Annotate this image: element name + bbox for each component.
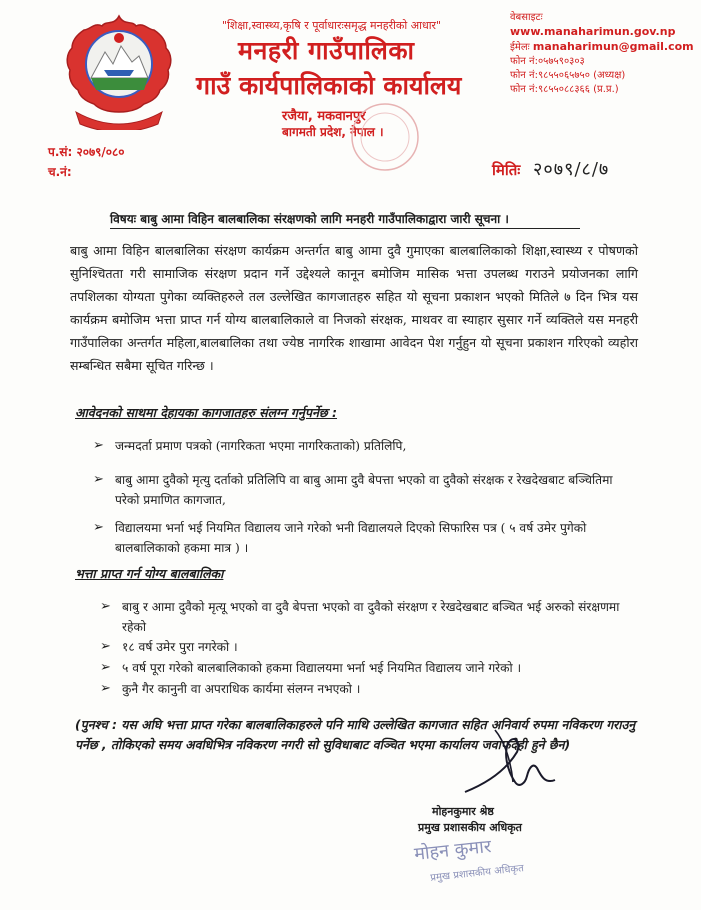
eligibility-item-3: ५ वर्ष पूरा गरेको बालबालिकाको हकमा विद्यालयमा भर्ना भई नियमित विद्यालय जाने गरेको ।	[122, 661, 522, 675]
document-item-3: विद्यालयमा भर्ना भई नियमित विद्यालय जाने गरेको भनी विद्यालयले दिएको सिफारिस पत्र ( ५ वर्ष उमेर पुगेको बालबालिकाको हकमा मात्र ) ।	[115, 521, 587, 555]
phone-2: फोन नं:९८५५०६५७५० (अध्यक्ष)	[510, 70, 626, 81]
motto: "शिक्षा,स्वास्थ्य,कृषि र पूर्वाधारःसमृद्ध मनहरीको आधार"	[222, 19, 442, 32]
list-item	[93, 470, 633, 510]
eligibility-item-4: कुनै गैर कानुनी वा अपराधिक कार्यमा संलग्न नभएको ।	[122, 682, 361, 696]
website-row	[510, 11, 701, 40]
date-label: मितिः	[492, 161, 521, 179]
signatory-name: मोहनकुमार श्रेष्ठ	[432, 805, 494, 818]
dispatch-number: च.नं:	[48, 165, 72, 179]
reference-number: प.सं: २०७९/०८०	[48, 145, 125, 159]
documents-heading: आवेदनको साथमा देहायका कागजातहरु संलग्न गर्नुपर्नेछ :	[75, 405, 338, 420]
arrow-bullet-icon: ➢	[93, 520, 104, 535]
eligibility-heading: भत्ता प्राप्त गर्न योग्य बालबालिका	[75, 566, 224, 581]
document-item-1: जन्मदर्ता प्रमाण पत्रको (नागरिकता भएमा नागरिकताको) प्रतिलिपि,	[115, 439, 407, 453]
eligibility-item-1: बाबु र आमा दुवैको मृत्यू भएको वा दुवै बेपत्ता भएको वा दुवैको संरक्षण र रेखदेखबाट बञ्चित भई अरुको संरक्षणमा रहेको	[122, 600, 620, 634]
signature-image	[455, 722, 575, 816]
title-stamp: प्रमुख प्रशासकीय अधिकृत	[429, 863, 525, 884]
arrow-bullet-icon: ➢	[93, 438, 104, 453]
arrow-bullet-icon: ➢	[93, 472, 104, 487]
list-item	[100, 597, 640, 637]
website-label: वेबसाइटः	[510, 12, 543, 23]
office-name: गाउँ कार्यपालिकाको कार्यालय	[196, 71, 462, 100]
arrow-bullet-icon: ➢	[100, 639, 111, 654]
office-stamp-faint	[345, 100, 425, 179]
email-link[interactable]: manaharimun@gmail.com	[532, 40, 694, 53]
document-item-2: बाबु आमा दुवैको मृत्यु दर्ताको प्रतिलिपि वा बाबु आमा दुवै बेपत्ता भएको वा दुवैको संरक्षक र रेखदेखबाट बञ्चितिमा परेको प्रमाणित कागजात,	[115, 473, 613, 507]
email-row	[510, 40, 701, 55]
body-paragraph: बाबु आमा विहिन बालबालिका संरक्षण कार्यक्रम अन्तर्गत बाबु आमा दुवै गुमाएका बालबालिकाको शिक्षा,स्वास्थ्य र पोषणको सुनिश्चितता गरी सामाजिक संरक्षण प्रदान गर्ने उद्देश्यले कानून बमोजिम मासिक भत्ता उपलब्ध गराउने प्रयोजनका लागि तपशिलका योग्यता पुगेका व्यक्तिहरुले तल उल्लेखित कागजातहरु सहित यो सूचना प्रकाशन भएको मितिले ७ दिन भित्र यस कार्यक्रम बमोजिम भत्ता प्राप्त गर्न योग्य बालबालिकाले वा निजको संरक्षक, माथवर वा स्याहार सुसार गर्ने व्यक्तिले यस मनहरी गाउँपालिका अन्तर्गत महिला,बालबालिका तथा ज्येष्ठ नागरिक शाखामा आवेदन पेश गर्नुहुन यो सूचना प्रकाशन गरिएको व्यहोरा सम्बन्धित सबैमा सूचित गरिन्छ ।	[70, 243, 638, 373]
list-item	[93, 436, 633, 456]
email-label: ईमेलः	[510, 42, 530, 53]
signatory-title: प्रमुख प्रशासकीय अधिकृत	[418, 821, 522, 834]
phone-1: फोन नं:०५७५९०३०३	[510, 56, 585, 67]
name-stamp: मोहन कुमार	[413, 836, 493, 865]
phone-3: फोन नं:९८५५०८८३६६ (प्र.प्र.)	[510, 84, 619, 95]
website-link[interactable]: www.manaharimun.gov.np	[510, 25, 676, 38]
contact-block	[510, 11, 701, 97]
emblem-logo	[58, 12, 180, 134]
arrow-bullet-icon: ➢	[100, 660, 111, 675]
list-item	[93, 518, 633, 558]
eligibility-item-2: १८ वर्ष उमेर पुरा नगरेको ।	[122, 640, 238, 654]
list-item	[100, 637, 640, 657]
list-item	[100, 679, 640, 699]
address-line-2: बागमती प्रदेश, नेपाल ।	[282, 125, 384, 139]
arrow-bullet-icon: ➢	[100, 681, 111, 696]
municipality-name: मनहरी गाउँपालिका	[238, 36, 415, 65]
address-line-1: रजैया, मकवानपुर	[282, 109, 366, 124]
date-value: २०७९/८/७	[533, 159, 610, 180]
subject-line: विषयः बाबु आमा विहिन बालबालिका संरक्षणको लागि मनहरी गाउँपालिकाद्वारा जारी सूचना ।	[110, 210, 580, 229]
postscript-note: (पुनश्च : यस अघि भत्ता प्राप्त गरेका बालबालिकाहरुले पनि माथि उल्लेखित कागजात सहित अनिवार्य रुपमा नविकरण गराउनु पर्नेछ , तोकिएको समय अवधिभित्र नविकरण नगरी सो सुविधाबाट वञ्चित भएमा कार्यालय जवाफदेही हुने छैन)	[75, 717, 636, 752]
list-item	[100, 658, 660, 678]
arrow-bullet-icon: ➢	[100, 599, 111, 614]
